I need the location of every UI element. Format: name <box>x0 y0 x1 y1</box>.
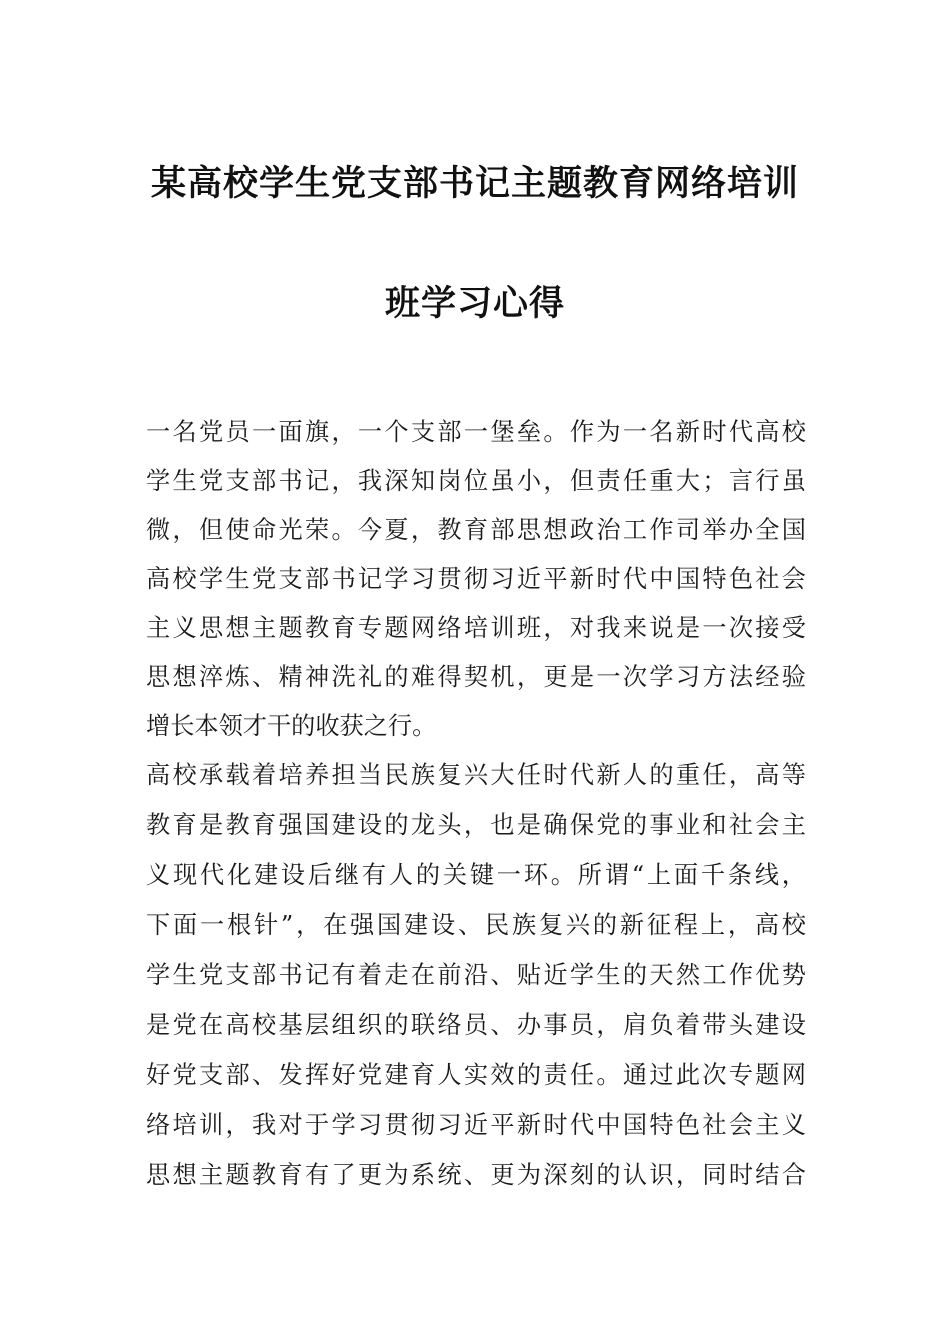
paragraph-2-line: 义现代化建设后继有人的关键一环。所谓“上面千条线， <box>146 861 806 889</box>
document-title-line-2: 班学习心得 <box>384 283 565 324</box>
paragraph-2-line: 下面一根针”，在强国建设、民族复兴的新征程上，高校 <box>146 911 806 939</box>
document-title-line-1: 某高校学生党支部书记主题教育网络培训 <box>150 163 799 204</box>
paragraph-1-line: 一名党员一面旗，一个支部一堡垒。作为一名新时代高校 <box>146 418 806 446</box>
paragraph-2-line: 教育是教育强国建设的龙头，也是确保党的事业和社会主 <box>146 811 806 839</box>
paragraph-2-line: 络培训，我对于学习贯彻习近平新时代中国特色社会主义 <box>146 1111 806 1139</box>
paragraph-1-last-line: 增长本领才干的收获之行。 <box>146 712 437 740</box>
paragraph-2-line: 好党支部、发挥好党建育人实效的责任。通过此次专题网 <box>146 1061 806 1089</box>
paragraph-1-line: 主义思想主题教育专题网络培训班，对我来说是一次接受 <box>146 614 806 642</box>
paragraph-2-line: 学生党支部书记有着走在前沿、贴近学生的天然工作优势 <box>146 961 806 989</box>
paragraph-1-line: 思想淬炼、精神洗礼的难得契机，更是一次学习方法经验 <box>146 663 806 691</box>
paragraph-2-line: 是党在高校基层组织的联络员、办事员，肩负着带头建设 <box>146 1011 806 1039</box>
paragraph-2-line: 高校承载着培养担当民族复兴大任时代新人的重任，高等 <box>146 761 806 789</box>
paragraph-2-line: 思想主题教育有了更为系统、更为深刻的认识，同时结合 <box>146 1161 806 1189</box>
paragraph-1-line: 学生党支部书记，我深知岗位虽小，但责任重大；言行虽 <box>146 467 806 495</box>
paragraph-1-line: 微，但使命光荣。今夏，教育部思想政治工作司举办全国 <box>146 516 806 544</box>
paragraph-1-line: 高校学生党支部书记学习贯彻习近平新时代中国特色社会 <box>146 565 806 593</box>
